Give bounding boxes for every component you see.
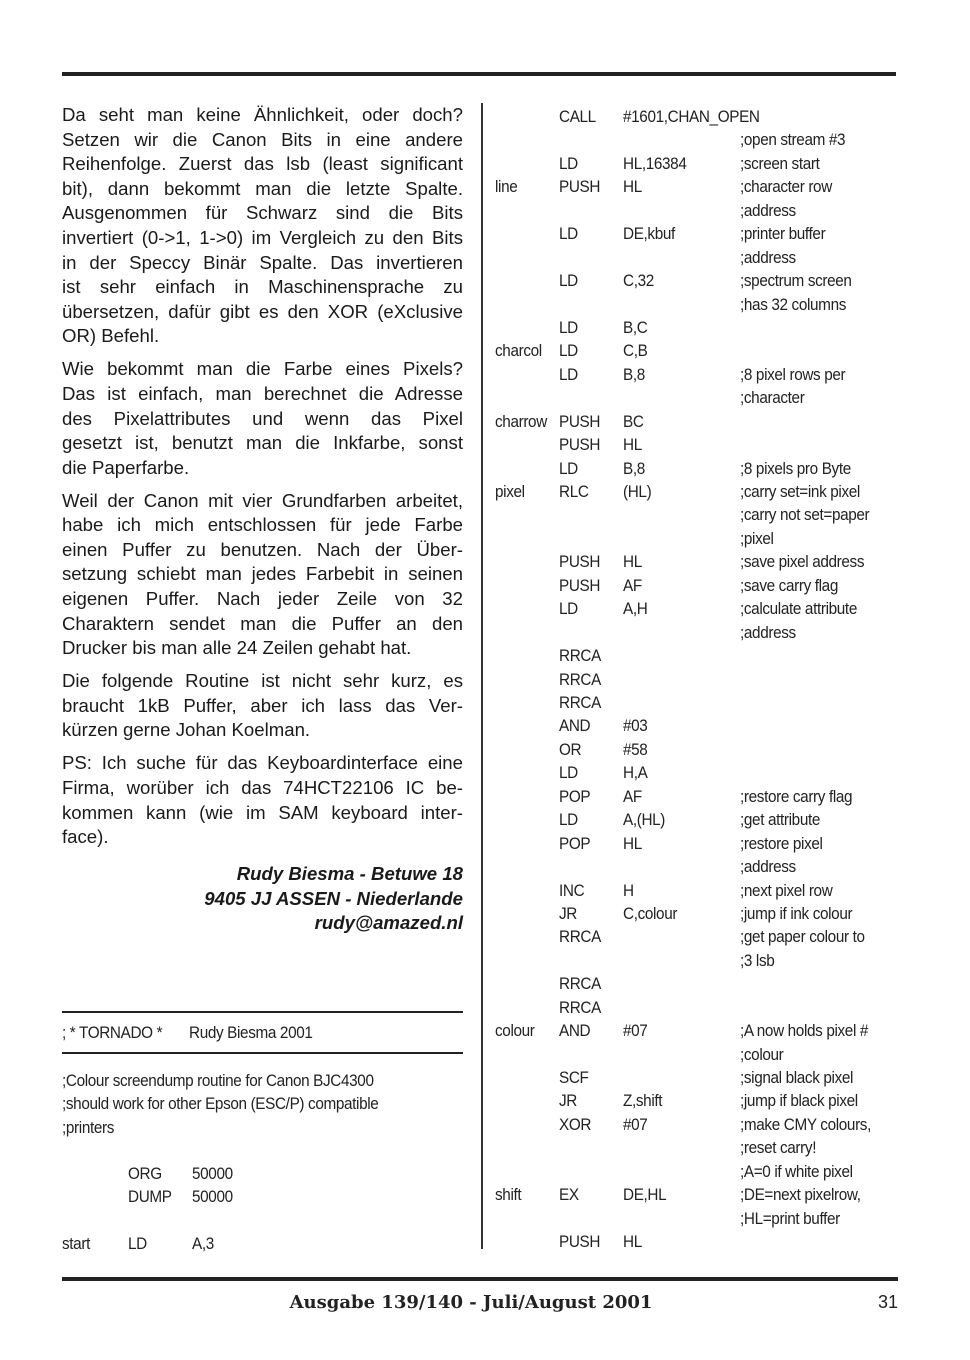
listing-comment: ;save pixel address: [740, 552, 865, 572]
article-paragraph: [62, 103, 463, 349]
article-line: Das ist einfach, man berechnet die Adresse: [62, 382, 463, 404]
article-line: eigenen Puffer. Nach jeder Zeile von 32: [62, 588, 463, 610]
listing-mnemonic: LD: [559, 271, 578, 291]
listing-comment: ;save carry flag: [740, 575, 838, 595]
author-signature: [62, 862, 463, 936]
article-line: Setzen wir die Canon Bits in eine andere: [62, 128, 463, 150]
listing-operand: #07: [623, 1021, 648, 1041]
listing-comment: ;next pixel row: [740, 880, 833, 900]
listing-operand: (HL): [623, 482, 652, 502]
listing-comment: ;8 pixel rows per: [740, 364, 846, 384]
listing-operand: H: [623, 880, 634, 900]
listing-operand: AF: [623, 575, 642, 595]
listing-label: pixel: [495, 482, 525, 502]
listing-mnemonic: RLC: [559, 482, 589, 502]
listing-comment: ;spectrum screen: [740, 271, 852, 291]
listing-mnemonic: DUMP: [128, 1187, 172, 1206]
listing-comment-text: ;printers: [62, 1117, 115, 1137]
listing-label: shift: [495, 1185, 522, 1205]
listing-comment: ;8 pixels pro Byte: [740, 458, 851, 478]
listing-operand: A,(HL): [623, 810, 666, 830]
listing-comment: ;character row: [740, 177, 832, 197]
article-line: Ausgenommen für Schwarz sind die Bits: [62, 202, 463, 224]
article-line: OR) Befehl.: [62, 325, 160, 347]
listing-header-bottom-rule: [62, 1052, 463, 1054]
listing-author: Rudy Biesma 2001: [189, 1023, 313, 1042]
listing-label: start: [62, 1234, 90, 1253]
listing-comment: ;carry not set=paper: [740, 505, 870, 525]
article-line: des Pixelattributes und wenn das Pixel: [62, 407, 463, 429]
listing-comment: ;character: [740, 388, 805, 408]
listing-mnemonic: XOR: [559, 1114, 592, 1134]
listing-mnemonic: LD: [559, 364, 578, 384]
listing-label: charrow: [495, 411, 547, 431]
listing-comment: ;jump if ink colour: [740, 903, 853, 923]
listing-title: ; * TORNADO *: [62, 1023, 163, 1042]
listing-mnemonic: AND: [559, 716, 591, 736]
listing-mnemonic: PUSH: [559, 435, 601, 455]
listing-header-top-rule: [62, 1011, 463, 1013]
listing-comment: ;get paper colour to: [740, 927, 865, 947]
listing-operand: HL: [623, 552, 642, 572]
listing-label: charcol: [495, 341, 542, 361]
listing-operand: Z,shift: [623, 1091, 663, 1111]
article-line: Reihenfolge. Zuerst das lsb (least significant: [62, 153, 463, 175]
article-paragraph: [62, 357, 463, 480]
listing-comment: ;screen start: [740, 153, 820, 173]
listing-mnemonic: LD: [559, 810, 578, 830]
listing-comment: ;address: [740, 200, 796, 220]
listing-operand: HL: [623, 1232, 642, 1252]
listing-comment: ;restore carry flag: [740, 786, 853, 806]
listing-comment-text: ;should work for other Epson (ESC/P) compatible: [62, 1094, 379, 1114]
article-line: Drucker bis man alle 24 Zeilen gehabt hat.: [62, 637, 412, 659]
listing-operand: A,3: [192, 1234, 214, 1253]
listing-comment: ;address: [740, 857, 796, 877]
listing-mnemonic: EX: [559, 1185, 579, 1205]
article-line: invertiert (0->1, 1->0) im Vergleich zu den Bits: [62, 226, 463, 248]
listing-operand: #1601,CHAN_OPEN: [623, 107, 760, 126]
listing-mnemonic: LD: [559, 224, 578, 244]
listing-comment: ;reset carry!: [740, 1138, 817, 1158]
listing-mnemonic: RRCA: [559, 997, 601, 1017]
listing-mnemonic: LD: [559, 599, 578, 619]
article-paragraph: [62, 751, 463, 849]
article-text: [62, 103, 463, 858]
listing-mnemonic: RRCA: [559, 693, 601, 712]
listing-operand: C,B: [623, 341, 648, 361]
listing-comment: ;A now holds pixel #: [740, 1021, 869, 1041]
listing-mnemonic: OR: [559, 739, 582, 759]
page-number: 31: [877, 1292, 898, 1312]
listing-mnemonic: PUSH: [559, 575, 601, 595]
listing-operand: C,32: [623, 271, 654, 291]
article-line: kommen kann (wie im SAM keyboard inter-: [62, 801, 463, 823]
listing-operand: B,8: [623, 458, 645, 478]
article-line: Die folgende Routine ist nicht sehr kurz, es: [62, 670, 463, 692]
listing-mnemonic: LD: [559, 763, 578, 783]
article-line: gesetzt ist, benutzt man die Inkfarbe, sonst: [62, 432, 463, 454]
listing-mnemonic: ORG: [128, 1164, 162, 1183]
listing-comment: ;printer buffer: [740, 224, 826, 244]
author-address-line: Rudy Biesma - Betuwe 18: [236, 863, 463, 884]
listing-comment: ;address: [740, 622, 796, 642]
listing-comment: ;HL=print buffer: [740, 1208, 840, 1228]
listing-operand: HL: [623, 177, 642, 197]
listing-operand: #03: [623, 716, 648, 736]
listing-mnemonic: INC: [559, 880, 585, 900]
article-line: bit), dann bekommt man die letzte Spalte.: [62, 177, 463, 199]
listing-mnemonic: LD: [128, 1234, 147, 1253]
listing-operand: B,C: [623, 317, 648, 337]
listing-comment: ;DE=next pixelrow,: [740, 1185, 861, 1205]
listing-mnemonic: CALL: [559, 107, 596, 126]
listing-operand: HL: [623, 833, 642, 853]
article-line: setzung schiebt man jedes Farbebit in seinen: [62, 563, 463, 585]
article-line: Da seht man keine Ähnlichkeit, oder doch?: [62, 104, 463, 125]
listing-mnemonic: RRCA: [559, 669, 601, 689]
article-line: face).: [62, 826, 109, 848]
article-paragraph: [62, 669, 463, 743]
listing-mnemonic: LD: [559, 153, 578, 173]
listing-mnemonic: RRCA: [559, 974, 601, 994]
listing-label: colour: [495, 1021, 535, 1041]
listing-comment: ;make CMY colours,: [740, 1114, 871, 1134]
article-line: ist sehr einfach in Maschinensprache zu: [62, 276, 463, 298]
listing-mnemonic: LD: [559, 341, 578, 361]
footer-issue-text: Ausgabe 139/140 - Juli/August 2001: [289, 1292, 653, 1313]
article-line: Weil der Canon mit vier Grundfarben arbeitet,: [62, 489, 463, 511]
listing-comment: ;calculate attribute: [740, 599, 857, 619]
listing-operand: A,H: [623, 599, 648, 619]
article-line: übersetzen, dafür gibt es den XOR (eXclusive: [62, 300, 463, 322]
listing-comment: ;has 32 columns: [740, 294, 847, 314]
listing-comment: ;restore pixel: [740, 833, 823, 853]
article-line: PS: Ich suche für das Keyboardinterface eine: [62, 752, 463, 774]
author-email: rudy@amazed.nl: [314, 912, 463, 934]
listing-mnemonic: LD: [559, 458, 578, 478]
bottom-rule: [62, 1277, 898, 1281]
listing-comment: ;get attribute: [740, 810, 821, 830]
listing-mnemonic: PUSH: [559, 552, 601, 572]
listing-comment: ;colour: [740, 1044, 784, 1064]
article-line: Firma, worüber ich das 74HCT22106 IC be-: [62, 777, 463, 798]
article-line: einen Puffer zu benutzen. Nach der Über-: [62, 538, 463, 560]
listing-operand: 50000: [192, 1164, 233, 1183]
listing-operand: DE,kbuf: [623, 224, 675, 244]
listing-operand: C,colour: [623, 903, 678, 923]
listing-operand: BC: [623, 411, 644, 431]
article-line: Charaktern sendet man die Puffer an den: [62, 612, 463, 634]
listing-mnemonic: LD: [559, 317, 578, 337]
listing-operand: DE,HL: [623, 1185, 667, 1205]
article-line: Wie bekommt man die Farbe eines Pixels?: [62, 358, 463, 380]
listing-comment: ;A=0 if white pixel: [740, 1161, 853, 1181]
listing-mnemonic: POP: [559, 833, 591, 853]
listing-comment: ;open stream #3: [740, 130, 846, 150]
listing-mnemonic: PUSH: [559, 177, 601, 197]
article-line: braucht 1kB Puffer, aber ich lass das Ver-: [62, 694, 463, 716]
listing-comment: ;carry set=ink pixel: [740, 482, 860, 502]
listing-label: line: [495, 177, 518, 197]
author-address-line: 9405 JJ ASSEN - Niederlande: [204, 887, 463, 909]
listing-comment: ;pixel: [740, 528, 774, 548]
listing-operand: #58: [623, 739, 648, 759]
listing-comment: ;address: [740, 247, 796, 267]
listing-operand: H,A: [623, 763, 648, 783]
listing-mnemonic: RRCA: [559, 646, 601, 666]
listing-mnemonic: POP: [559, 786, 591, 806]
listing-mnemonic: AND: [559, 1021, 591, 1041]
listing-comment: ;signal black pixel: [740, 1068, 854, 1088]
listing-mnemonic: PUSH: [559, 1232, 601, 1252]
listing-comment: ;jump if black pixel: [740, 1091, 858, 1111]
listing-mnemonic: SCF: [559, 1068, 589, 1088]
listing-mnemonic: JR: [559, 903, 577, 923]
article-paragraph: [62, 489, 463, 661]
listing-operand: AF: [623, 786, 642, 806]
listing-mnemonic: PUSH: [559, 411, 601, 431]
listing-operand: 50000: [192, 1187, 233, 1206]
listing-comment: ;3 lsb: [740, 950, 775, 970]
listing-operand: B,8: [623, 364, 645, 384]
listing-operand: HL,16384: [623, 153, 687, 173]
article-line: in der Speccy Binär Spalte. Das invertieren: [62, 251, 463, 273]
listing-operand: HL: [623, 435, 642, 455]
listing-comment-text: ;Colour screendump routine for Canon BJC4300: [62, 1071, 374, 1090]
column-divider: [481, 103, 483, 1249]
footer-issue: [0, 1292, 970, 1313]
listing-operand: #07: [623, 1114, 648, 1134]
listing-mnemonic: JR: [559, 1091, 577, 1111]
article-line: die Paperfarbe.: [62, 456, 190, 478]
article-line: habe ich mich entschlossen für jede Farbe: [62, 514, 463, 536]
listing-mnemonic: RRCA: [559, 927, 601, 947]
article-line: kürzen gerne Johan Koelman.: [62, 719, 311, 741]
top-rule: [62, 72, 896, 76]
